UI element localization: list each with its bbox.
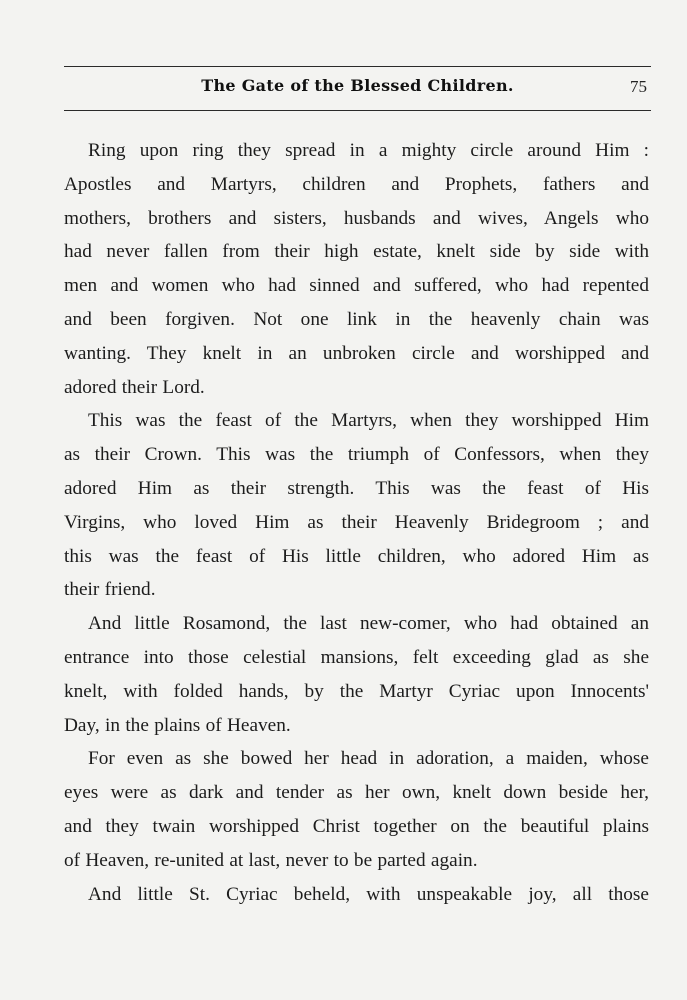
header-bottom-rule bbox=[64, 110, 651, 111]
text-line: this was the feast of His little children, who adored Him as bbox=[64, 545, 649, 567]
text-line: This was the feast of the Martyrs, when they worshipped Him bbox=[88, 410, 649, 432]
text-line: and they twain worshipped Christ together on the beautiful plains bbox=[64, 815, 649, 837]
text-line: knelt, with folded hands, by the Martyr Cyriac upon Innocents' bbox=[64, 680, 649, 702]
text-line: their friend. bbox=[64, 579, 156, 601]
paragraph bbox=[64, 607, 649, 742]
text-line: had never fallen from their high estate, knelt side by side with bbox=[64, 241, 649, 263]
text-line: as their Crown. This was the triumph of Confessors, when they bbox=[64, 444, 649, 466]
text-line: mothers, brothers and sisters, husbands and wives, Angels who bbox=[64, 207, 649, 229]
text-line: wanting. They knelt in an unbroken circle and worshipped and bbox=[64, 342, 649, 364]
running-title: The Gate of the Blessed Children. bbox=[201, 76, 514, 95]
paragraph bbox=[64, 878, 649, 912]
text-line: And little Rosamond, the last new-comer, who had obtained an bbox=[88, 613, 649, 635]
page-number: 75 bbox=[630, 77, 647, 96]
text-line: adored their Lord. bbox=[64, 376, 205, 398]
text-line: entrance into those celestial mansions, felt exceeding glad as she bbox=[64, 646, 649, 668]
paragraph bbox=[64, 742, 649, 877]
text-line: Apostles and Martyrs, children and Prophets, fathers and bbox=[64, 173, 649, 195]
paragraph bbox=[64, 404, 649, 607]
body-text bbox=[64, 134, 649, 911]
text-line: and been forgiven. Not one link in the heavenly chain was bbox=[64, 308, 649, 330]
text-line: of Heaven, re-united at last, never to be parted again. bbox=[64, 849, 478, 871]
text-line: For even as she bowed her head in adoration, a maiden, whose bbox=[88, 748, 649, 770]
text-line: eyes were as dark and tender as her own, knelt down beside her, bbox=[64, 782, 649, 804]
text-line: men and women who had sinned and suffered, who had repented bbox=[64, 275, 649, 297]
header-top-rule bbox=[64, 66, 651, 67]
paragraph bbox=[64, 134, 649, 404]
text-line: Day, in the plains of Heaven. bbox=[64, 714, 291, 736]
text-line: adored Him as their strength. This was the feast of His bbox=[64, 477, 649, 499]
text-line: Virgins, who loved Him as their Heavenly Bridegroom ; and bbox=[64, 511, 649, 533]
text-line: Ring upon ring they spread in a mighty circle around Him : bbox=[88, 140, 649, 161]
text-line: And little St. Cyriac beheld, with unspeakable joy, all those bbox=[88, 883, 649, 905]
